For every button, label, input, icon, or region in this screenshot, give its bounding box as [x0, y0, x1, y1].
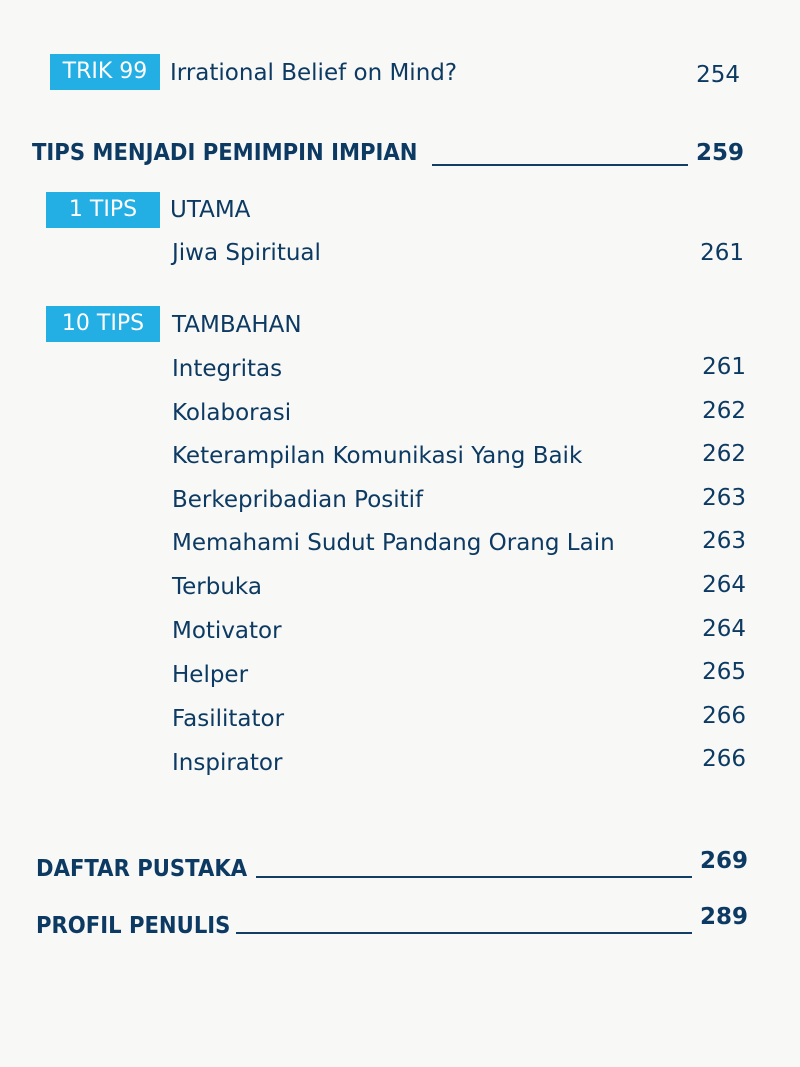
toc-entry-page: 264 — [702, 572, 746, 598]
toc-entry-page: 264 — [702, 616, 746, 642]
toc-entry-page: 265 — [702, 659, 746, 685]
toc-entry-page: 261 — [702, 354, 746, 380]
toc-entry-page: 263 — [702, 485, 746, 511]
toc-entry-label: Motivator — [172, 618, 282, 644]
chapter-title: TIPS MENJADI PEMIMPIN IMPIAN — [32, 140, 418, 166]
toc-entry-label: Helper — [172, 662, 249, 688]
back-matter-leader-line — [256, 876, 692, 878]
back-matter-page: 269 — [699, 848, 748, 874]
back-matter-title: DAFTAR PUSTAKA — [36, 856, 248, 882]
chapter-page: 259 — [695, 140, 744, 166]
back-matter-title: PROFIL PENULIS — [36, 913, 231, 939]
toc-entry-label: Berkepribadian Positif — [172, 487, 424, 513]
utama-title: UTAMA — [170, 197, 251, 223]
toc-entry-label: Kolaborasi — [172, 400, 292, 426]
toc-entry-page: 261 — [700, 240, 744, 266]
toc-entry-page: 262 — [702, 398, 746, 424]
toc-entry-label: Memahami Sudut Pandang Orang Lain — [172, 530, 615, 556]
trik-title: Irrational Belief on Mind? — [170, 60, 458, 86]
trik-badge: TRIK 99 — [50, 54, 160, 90]
back-matter-leader-line — [236, 932, 692, 934]
toc-entry-label: Keterampilan Komunikasi Yang Baik — [172, 443, 583, 469]
trik-page: 254 — [696, 62, 740, 88]
toc-entry-label: Fasilitator — [172, 706, 285, 732]
toc-entry-page: 262 — [702, 441, 746, 467]
back-matter-page: 289 — [699, 904, 748, 930]
utama-badge: 1 TIPS — [46, 192, 160, 228]
tambahan-title: TAMBAHAN — [172, 312, 302, 338]
toc-entry-label: Integritas — [172, 356, 283, 382]
toc-entry-label: Terbuka — [172, 574, 262, 600]
chapter-leader-line — [432, 164, 688, 166]
toc-entry-page: 266 — [702, 746, 746, 772]
toc-entry-page: 266 — [702, 703, 746, 729]
toc-entry-page: 263 — [702, 528, 746, 554]
tambahan-badge: 10 TIPS — [46, 306, 160, 342]
toc-entry-label: Jiwa Spiritual — [172, 240, 321, 266]
toc-entry-label: Inspirator — [172, 750, 283, 776]
